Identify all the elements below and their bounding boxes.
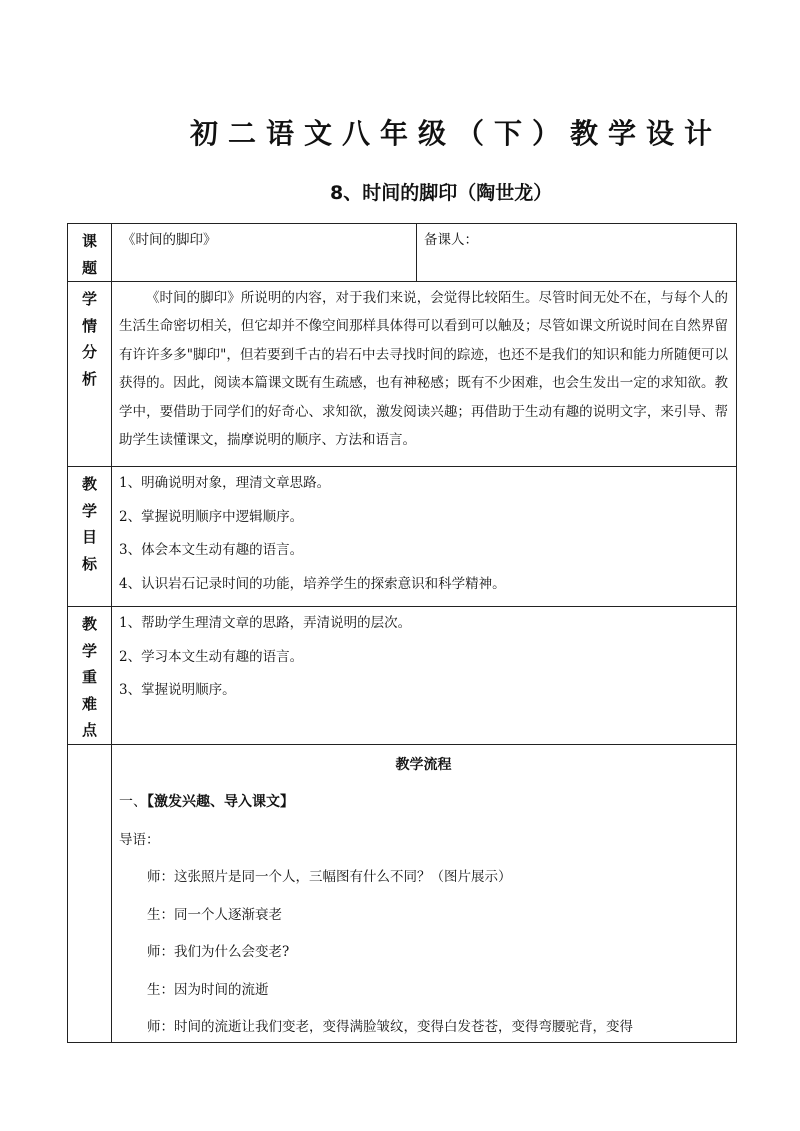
goals-cell [112,467,737,607]
label-char: 重 [81,668,97,686]
row-teaching-goals [68,467,737,607]
row-course-title [68,224,737,282]
label-char: 析 [81,369,97,388]
section-title: 【激发兴趣、导入课文】 [147,794,294,810]
dialogue-line: 师：时间的流逝让我们变老，变得满脸皱纹，变得白发苍苍，变得弯腰驼背，变得 [147,1019,633,1035]
row-teaching-flow [68,744,737,1042]
goal-item: 1、明确说明对象，理清文章思路。 [119,475,331,491]
dialogue-line: 生：同一个人逐渐衰老 [147,906,282,923]
course-title-cell [112,224,417,282]
flow-cell [112,744,737,1042]
label-char: 难 [81,694,97,713]
document-title: 初二语文八年级（下）教学设计 [190,117,723,150]
course-title: 《时间的脚印》 [122,232,217,248]
analysis-cell [112,282,737,467]
lesson-plan-table [67,223,737,1043]
section-heading [119,788,728,817]
label-char: 情 [81,316,97,335]
label-char: 目 [81,528,97,546]
label-key-points [68,607,112,745]
label-goals [68,467,112,607]
label-course [68,224,112,282]
dialogue-line: 师：这张照片是同一个人，三幅图有什么不同？（图片展示） [147,869,512,885]
intro-label: 导语： [119,831,160,848]
goal-item: 2、掌握说明顺序中逻辑顺序。 [119,508,304,525]
dialogue-line: 师：我们为什么会变老? [147,944,290,960]
row-key-points [68,607,737,745]
key-points-cell [112,607,737,745]
goal-item: 3、体会本文生动有趣的语言。 [119,542,304,558]
preparer-label: 备课人： [424,232,478,248]
label-char: 学 [81,641,97,660]
flow-title: 教学流程 [395,756,452,773]
label-char: 教 [81,615,97,633]
key-point-item: 2、学习本文生动有趣的语言。 [119,648,304,665]
label-empty [68,744,112,1042]
label-char: 点 [81,721,97,739]
dialogue-line: 生：因为时间的流逝 [147,981,269,998]
label-char: 标 [81,554,97,573]
label-char: 学 [81,290,97,308]
analysis-text: 《时间的脚印》所说明的内容，对于我们来说，会觉得比较陌生。尽管时间无处不在，与每个人的生活生命密切相关，但它却并不像空间那样具体得可以看到可以触及；尽管如课文所说时间在自然界留有许许多多"脚印"，但若要到千古的岩石中去寻找时间的踪迹，也还不是我们的知识和能力所随便可以获得的。因此，阅读本篇课文既有生疏感，也有神秘感；既有不少困难，也会生发出一定的求知欲。教学中，要借助于同学们的好奇心、求知欲，激发阅读兴趣；再借助于生动有趣的说明文字，来引导、帮助学生读懂课文，揣摩说明的顺序、方法和语言。 [119,290,728,449]
lesson-title: 8、时间的脚印（陶世龙） [330,182,553,204]
row-learning-analysis [68,282,737,467]
label-char: 教 [81,475,97,493]
label-char: 学 [81,501,97,520]
preparer-cell [417,224,737,282]
key-point-item: 3、掌握说明顺序。 [119,682,236,698]
label-char: 分 [81,343,97,361]
label-char: 课 [81,232,97,250]
label-char: 题 [81,258,97,277]
label-analysis [68,282,112,467]
goal-item: 4、认识岩石记录时间的功能，培养学生的探索意识和科学精神。 [119,575,506,592]
key-point-item: 1、帮助学生理清文章的思路，弄清说明的层次。 [119,615,412,631]
section-number: 一、 [119,794,147,810]
